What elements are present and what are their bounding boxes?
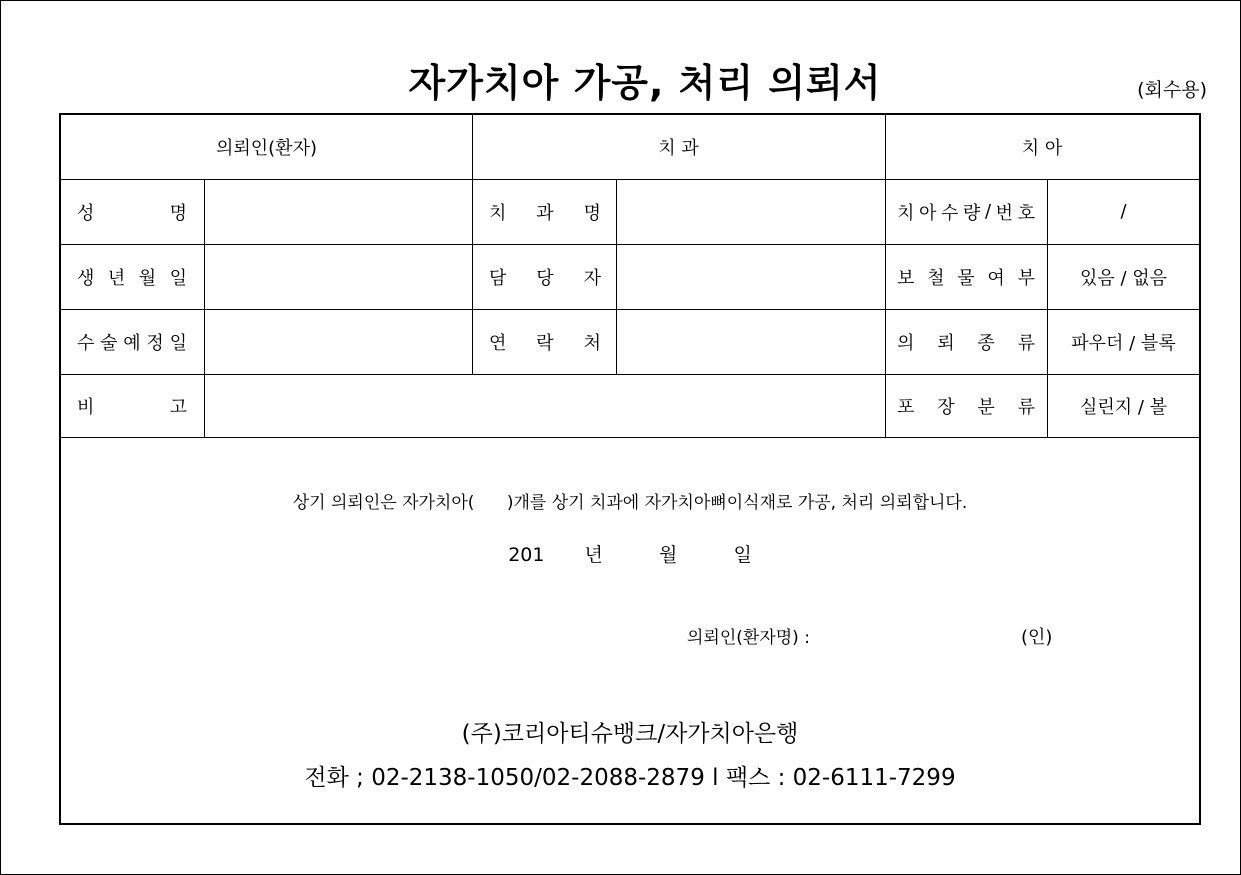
label-surgery-date xyxy=(77,309,187,374)
label-char: 의 xyxy=(897,332,915,354)
label-char: 류 xyxy=(1017,332,1035,354)
company-phone: 전화 ; 02-2138-1050/02-2088-2879 l 팩스 : 02-6111-7299 xyxy=(304,765,956,791)
label-char: 생 xyxy=(77,267,95,289)
contact-field[interactable] xyxy=(617,310,885,374)
manager-field[interactable] xyxy=(617,245,885,309)
label-char: 뢰 xyxy=(937,332,955,354)
label-char: 량 xyxy=(962,202,981,224)
label-char: 과 xyxy=(536,202,554,224)
birthdate-field[interactable] xyxy=(205,245,472,309)
date-year: 201 xyxy=(508,544,545,566)
label-char: 당 xyxy=(536,267,554,289)
label-char: 종 xyxy=(977,332,995,354)
label-char: 분 xyxy=(977,396,995,418)
company-name: (주)코리아티슈뱅크/자가치아은행 xyxy=(461,721,799,747)
label-char: 치 xyxy=(897,202,915,224)
label-char: 류 xyxy=(1017,396,1035,418)
form-title: 자가치아 가공, 처리 의뢰서 xyxy=(408,61,882,105)
label-manager xyxy=(489,244,601,309)
date-day-label: 일 xyxy=(733,544,752,566)
label-char: 연 xyxy=(489,332,507,354)
label-remarks xyxy=(77,374,187,437)
label-package-type xyxy=(897,374,1035,437)
signature-label: 의뢰인(환자명) : xyxy=(687,628,810,648)
label-char: 호 xyxy=(1017,202,1035,224)
label-prosthesis xyxy=(897,244,1035,309)
label-char: 월 xyxy=(138,267,157,289)
label-char: 성 xyxy=(77,202,95,224)
request-statement: 상기 의뢰인은 자가치아( )개를 상기 치과에 자가치아뼈이식재로 가공, 처리 의뢰합니다. xyxy=(292,493,968,513)
row-divider xyxy=(61,437,1199,438)
label-char: 예 xyxy=(123,332,141,354)
label-char: 정 xyxy=(146,332,164,354)
label-char: 수 xyxy=(77,332,95,354)
label-char: 자 xyxy=(583,267,601,289)
patient-name-field[interactable] xyxy=(205,180,472,244)
date-month-label: 월 xyxy=(659,544,678,566)
label-char: 술 xyxy=(100,332,118,354)
label-char: 년 xyxy=(107,267,126,289)
label-request-type xyxy=(897,309,1035,374)
label-tooth-count xyxy=(897,179,1035,244)
label-char: 부 xyxy=(1017,267,1035,289)
label-char: 포 xyxy=(897,396,915,418)
label-char: 물 xyxy=(957,267,975,289)
label-birthdate xyxy=(77,244,187,309)
label-char: 명 xyxy=(583,202,601,224)
clinic-name-field[interactable] xyxy=(617,180,885,244)
label-char: 여 xyxy=(987,267,1005,289)
header-clinic: 치 과 xyxy=(658,138,699,159)
remarks-field[interactable] xyxy=(205,375,885,437)
label-char: 비 xyxy=(77,396,95,418)
label-contact xyxy=(489,309,601,374)
label-char: 담 xyxy=(489,267,507,289)
request-form xyxy=(59,113,1201,825)
label-char: 명 xyxy=(169,202,187,224)
label-char: / xyxy=(984,201,992,222)
date-year-label: 년 xyxy=(584,544,603,566)
surgery-date-field[interactable] xyxy=(205,310,472,374)
label-char: 철 xyxy=(927,267,945,289)
label-char: 락 xyxy=(536,332,554,354)
label-char: 일 xyxy=(169,332,187,354)
label-char: 고 xyxy=(169,396,187,418)
label-char: 일 xyxy=(169,267,187,289)
label-char: 치 xyxy=(489,202,507,224)
header-requester: 의뢰인(환자) xyxy=(216,138,317,159)
label-char: 아 xyxy=(918,202,937,224)
label-char: 장 xyxy=(937,396,955,418)
label-char: 보 xyxy=(897,267,915,289)
package-type-value[interactable]: 실린지 / 볼 xyxy=(1079,396,1168,418)
prosthesis-value[interactable]: 있음 / 없음 xyxy=(1079,267,1168,289)
label-char: 처 xyxy=(583,332,601,354)
copy-label: (회수용) xyxy=(1137,79,1207,101)
header-tooth: 치 아 xyxy=(1021,138,1063,159)
request-type-value[interactable]: 파우더 / 블록 xyxy=(1071,332,1176,354)
label-char: 수 xyxy=(940,202,959,224)
seal-label[interactable]: (인) xyxy=(1021,627,1053,648)
request-date xyxy=(61,540,1199,567)
label-char: 번 xyxy=(995,202,1013,224)
label-clinic-name xyxy=(489,179,601,244)
label-name xyxy=(77,179,187,244)
tooth-count-value[interactable]: / xyxy=(1120,201,1127,222)
